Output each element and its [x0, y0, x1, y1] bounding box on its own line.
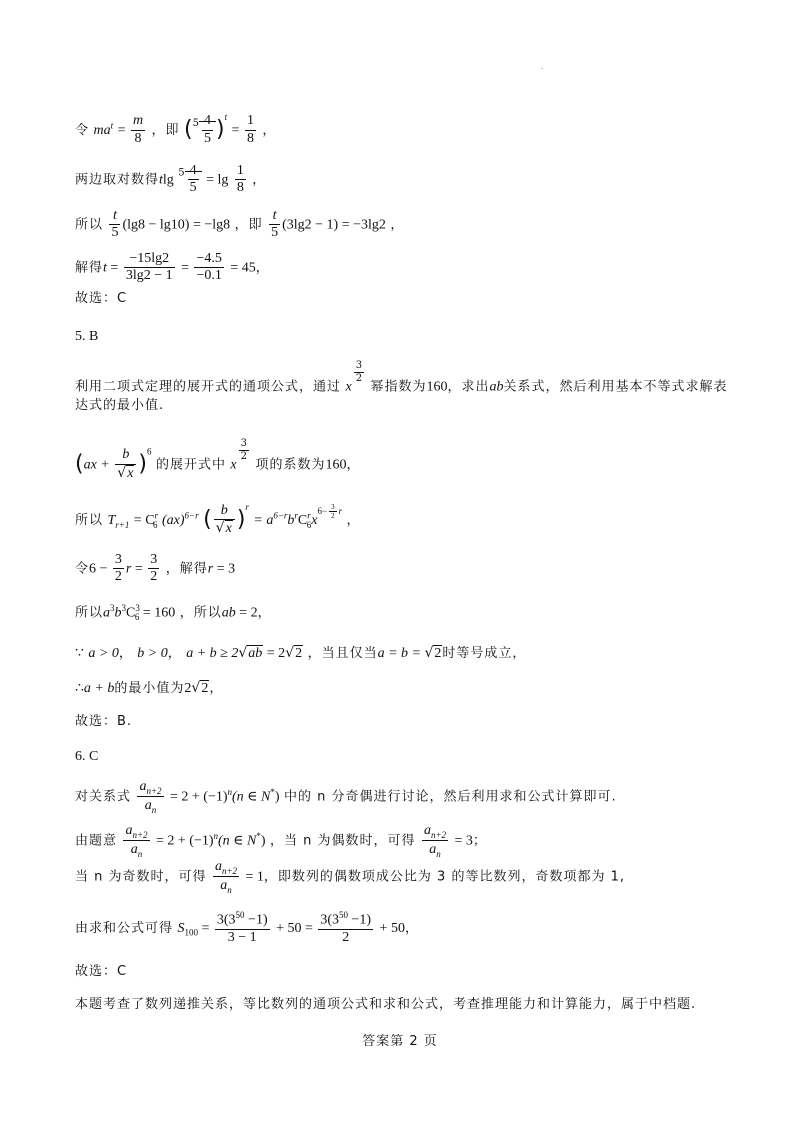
solution-line-12 — [75, 603, 272, 623]
numerator: 1 — [235, 163, 246, 180]
math-expr: a > 0 — [88, 646, 119, 661]
math-sub: n+2 — [146, 785, 162, 796]
fraction — [131, 113, 145, 146]
numerator — [137, 778, 163, 797]
math-op: = — [106, 260, 122, 276]
exp-var: r — [338, 506, 343, 516]
math-sup: * — [270, 786, 275, 797]
math-sup: 6−r — [273, 510, 288, 521]
math-expr: (3lg2 − 1) = −3lg2 — [282, 217, 386, 233]
fraction — [214, 503, 235, 537]
math-sub: n+2 — [430, 829, 447, 840]
math-expr: = 160 — [139, 605, 176, 621]
solution-line-3 — [75, 208, 404, 241]
text: ，所以 — [179, 605, 222, 621]
paren: ( — [203, 506, 212, 532]
text: 的最小值为 — [114, 681, 185, 696]
math-func: lg — [162, 172, 174, 188]
math-sup: n — [227, 786, 233, 797]
math-sup: r — [245, 502, 249, 512]
denominator: 3lg2 − 1 — [125, 268, 173, 284]
summary-line: 本题考查了数列递推关系，等比数列的通项公式和求和公式，考查推理能力和计算能力，属于中档题. — [75, 997, 697, 1012]
math-var: b — [287, 513, 295, 528]
math-sup: r — [154, 510, 159, 521]
math-expr: (lg8 − lg10) = −lg8 — [122, 217, 231, 233]
radical: √2 — [191, 680, 209, 696]
math-sub: 6 — [134, 612, 140, 623]
question-number: 5. B — [75, 329, 99, 344]
therefore-symbol: ∴ — [75, 681, 84, 696]
text: 所以 — [75, 217, 104, 233]
text: 利用二项式定理的展开式的通项公式，通过 — [75, 379, 342, 395]
paren: ) — [138, 451, 147, 477]
math-sup: 50 — [235, 910, 245, 920]
radical: √ab — [238, 645, 263, 661]
math-var: a — [220, 878, 228, 894]
denominator: 3 − 1 — [227, 929, 257, 945]
math-var: S — [177, 920, 185, 936]
solution-line-18 — [75, 822, 487, 859]
solution-line-10 — [75, 502, 361, 537]
math-var: x — [345, 379, 352, 395]
fraction — [245, 113, 256, 146]
math-op: = — [231, 123, 243, 138]
math-sub: n+2 — [221, 865, 238, 876]
math-expr: (n ∈ N — [232, 789, 271, 805]
math-var: a — [125, 823, 133, 838]
corner-mark: . — [541, 64, 543, 71]
fraction — [148, 552, 159, 585]
math-expr: ) — [274, 789, 280, 805]
denominator: −0.1 — [196, 268, 222, 284]
fraction-exponent — [354, 360, 364, 384]
fraction — [194, 251, 223, 284]
numerator: t — [109, 208, 120, 225]
fraction-exponent — [329, 503, 337, 520]
text: 关系式，然后利用基本不等式求解表 — [503, 379, 728, 395]
text: 当 n 为奇数时，可得 — [75, 869, 207, 885]
math-sup: 3 — [110, 603, 115, 613]
text: ， — [257, 605, 272, 621]
text: ，解得 — [165, 561, 208, 577]
math-op: = lg — [206, 172, 229, 188]
math-expr: = 3 — [213, 561, 236, 577]
math-sub: 100 — [184, 927, 198, 938]
numerator — [123, 822, 149, 841]
fraction — [318, 910, 373, 946]
numerator: b — [115, 447, 136, 464]
denominator: 8 — [236, 180, 244, 196]
math-expr: = 2 — [263, 646, 286, 661]
denominator: 5 — [203, 130, 211, 146]
solution-line-17 — [75, 778, 617, 815]
paren: ( — [184, 116, 193, 142]
solution-line-9 — [75, 438, 361, 482]
numerator: 3 — [113, 552, 124, 569]
radicand: 2 — [295, 646, 303, 661]
text: ，即 — [234, 217, 263, 233]
math-sub: n — [227, 884, 232, 895]
number: 160 — [426, 379, 448, 395]
fraction — [269, 208, 280, 241]
denominator — [123, 841, 149, 859]
text: 时等号成立， — [442, 646, 527, 661]
math-sub: n+2 — [132, 829, 148, 840]
numerator: m — [131, 113, 145, 130]
solution-line-13 — [75, 645, 526, 663]
solution-line-2: 两边取对数得tlg $^5$ $\frac{4}{5}$ = lg $\frac{1}{8}$ ， — [75, 163, 267, 196]
math-var: t — [103, 260, 107, 276]
math-expr: = 45 — [230, 260, 256, 276]
number: 160 — [325, 457, 347, 473]
denominator: 5 — [111, 225, 119, 241]
numerator — [213, 858, 239, 877]
math-var: r — [207, 561, 214, 577]
text: 所以 — [75, 513, 104, 528]
text: ， — [390, 217, 405, 233]
math-expr: = 1 — [245, 869, 264, 885]
answer-line: 故选：B. — [75, 714, 133, 729]
text: 令 — [75, 123, 90, 138]
numerator: 4 — [202, 113, 213, 130]
because-symbol: ∵ — [75, 646, 84, 661]
denominator — [422, 841, 448, 859]
numerator — [318, 910, 373, 930]
text-line: 达式的最小值. — [75, 398, 165, 413]
radical: √2 — [424, 645, 442, 661]
solution-line-19 — [75, 858, 625, 895]
fraction — [109, 208, 120, 241]
math-sup: 3 — [135, 603, 140, 613]
math-sup: r — [307, 510, 311, 521]
text: 对关系式 — [75, 789, 132, 805]
radicand: x — [127, 465, 134, 481]
math-expr: ) — [260, 833, 266, 849]
numerator: 3 — [331, 503, 335, 512]
math-sup: * — [256, 830, 261, 841]
text: ， — [346, 457, 361, 473]
text: 两边取对数得 — [75, 172, 160, 188]
math-sup: 50 — [339, 910, 349, 920]
denominator: 2 — [342, 929, 350, 945]
num-part: 3(3 — [320, 912, 340, 928]
num-part: −1) — [348, 912, 372, 928]
numerator: 3 — [148, 552, 159, 569]
solution-line-14 — [75, 680, 223, 698]
math-var: a — [214, 859, 222, 874]
exp-part: 6− — [317, 506, 328, 516]
solution-line-7 — [75, 360, 728, 396]
numerator — [422, 822, 448, 841]
math-var: a — [144, 798, 152, 814]
fraction — [215, 910, 270, 946]
math-exp: 6 — [147, 446, 152, 457]
math-var: x — [230, 457, 237, 473]
text: 的展开式中 — [155, 457, 226, 473]
math-var: a — [429, 842, 437, 858]
math-expr: = 2 + (−1) — [156, 833, 214, 849]
fraction — [202, 113, 213, 146]
text: ， — [255, 260, 270, 276]
text: ， — [118, 646, 133, 661]
math-var: r — [125, 561, 132, 577]
math-var: a — [103, 605, 111, 621]
radicand: 2 — [201, 681, 209, 696]
numerator: b — [214, 503, 235, 520]
math-op: = — [197, 920, 213, 936]
denominator: 2 — [355, 372, 363, 384]
numerator: t — [269, 208, 280, 225]
radical: √2 — [285, 645, 303, 661]
fraction — [113, 552, 124, 585]
math-var: ab — [221, 605, 236, 621]
math-expr: = 2 + (−1) — [170, 789, 228, 805]
math-sup — [317, 503, 343, 521]
text: ，当且仅当 — [307, 646, 378, 661]
math-expr: a + b ≥ 2 — [186, 646, 239, 661]
text: ，即数列的偶数项成公比为 3 的等比数列，奇数项都为 1, — [263, 869, 625, 885]
text: 由求和公式可得 — [75, 920, 174, 936]
math-expr: 2 — [184, 681, 192, 696]
math-expr: a = b = — [377, 646, 425, 661]
math-sup: r — [294, 510, 298, 521]
num-part: −1) — [244, 912, 268, 928]
radical — [185, 163, 202, 196]
math-sub: n — [436, 848, 441, 859]
math-exp: t — [224, 112, 228, 122]
math-var: C — [297, 513, 308, 528]
denominator: 2 — [331, 512, 335, 521]
solution-line-4 — [75, 251, 270, 284]
math-expr: 6 − — [89, 561, 111, 577]
numerator: −15lg2 — [124, 251, 175, 268]
math-sub: r+1 — [115, 519, 130, 530]
math-var: a — [139, 779, 147, 794]
answer-line: 故选：C — [75, 964, 128, 979]
math-sup: 6−r — [184, 510, 199, 521]
paren: ) — [215, 116, 225, 142]
math-op: = C — [133, 513, 155, 528]
numerator: 1 — [245, 113, 256, 130]
fraction — [422, 822, 448, 859]
denominator — [213, 877, 239, 895]
math-expr: a + b — [83, 681, 115, 696]
numerator: −4.5 — [194, 251, 223, 268]
fraction — [235, 163, 246, 196]
math-var: a — [423, 823, 431, 838]
solution-line-20 — [75, 910, 419, 946]
fraction — [137, 778, 163, 815]
math-var: t — [159, 172, 163, 188]
math-sup: n — [213, 830, 219, 841]
fraction — [213, 858, 239, 895]
numerator: 3 — [355, 360, 363, 371]
text: 幂指数为 — [370, 379, 427, 395]
denominator: 5 — [189, 180, 197, 196]
radical — [199, 113, 216, 146]
math-op: = — [131, 561, 147, 577]
denominator — [137, 797, 163, 815]
math-var: C — [126, 605, 136, 621]
denominator: 8 — [246, 130, 254, 146]
math-sup: 3 — [121, 603, 127, 613]
denominator: 8 — [134, 130, 142, 146]
fraction-exponent — [239, 438, 249, 462]
math-var: T — [107, 513, 116, 528]
math-var: ab — [489, 379, 504, 395]
text: ， — [209, 681, 224, 696]
math-expr: (n ∈ N — [218, 833, 257, 849]
numerator: 4 — [188, 163, 199, 180]
denominator: 2 — [114, 569, 122, 585]
num-part: 3(3 — [216, 912, 236, 928]
math-sub: n — [137, 848, 143, 859]
text: 项的系数为 — [255, 457, 326, 473]
text: ； — [472, 833, 487, 849]
denominator: 2 — [240, 450, 248, 462]
text: ， — [404, 920, 419, 936]
math-expr: ax + — [83, 457, 114, 473]
solution-line-11 — [75, 552, 235, 585]
denominator: √x — [117, 464, 134, 481]
math-exp: t — [110, 120, 114, 131]
answer-line: 故选：C — [75, 291, 128, 306]
math-sub: 6 — [153, 519, 158, 530]
math-var: b — [114, 605, 122, 621]
math-var: ma — [93, 123, 111, 138]
text: ，即 — [151, 123, 180, 138]
math-op: = — [181, 260, 193, 276]
math-expr: + 50 = — [276, 920, 317, 936]
text: ， — [346, 513, 361, 528]
radicand: ab — [248, 646, 263, 661]
radicand: 2 — [434, 646, 442, 661]
math-var: x — [311, 513, 318, 528]
text: ， — [252, 172, 267, 188]
text: 由题意 — [75, 833, 118, 849]
math-expr: (ax) — [162, 513, 185, 528]
math-expr: + 50 — [379, 920, 405, 936]
text: 令 — [75, 561, 90, 577]
paren: ) — [236, 506, 246, 532]
fraction — [123, 822, 149, 859]
fraction — [124, 251, 175, 284]
page-footer: 答案第 2 页 — [362, 1034, 438, 1049]
solution-line-1: 令 $ma^t$ = $\frac{m}{8}$ ，即 ($^5$ $\frac{4}{5}$ )$^t$ = $\frac{1}{8}$ ， — [75, 112, 277, 146]
text: ， — [167, 646, 182, 661]
math-op: = — [117, 123, 129, 138]
radicand: x — [225, 521, 232, 536]
math-expr: = a — [253, 513, 274, 528]
text: 中的 n 分奇偶进行讨论，然后利用求和公式计算即可. — [284, 789, 617, 805]
text: ，求出 — [447, 379, 490, 395]
question-number: 6. C — [75, 749, 99, 764]
numerator — [215, 910, 270, 930]
math-sub: 6 — [306, 519, 312, 530]
math-expr: = 2 — [235, 605, 258, 621]
math-sub: n — [151, 804, 157, 815]
fraction — [188, 163, 199, 196]
denominator: 2 — [150, 569, 158, 585]
math-expr: = 3 — [454, 833, 473, 849]
numerator: 3 — [240, 438, 248, 449]
math-var: a — [130, 842, 138, 858]
paren: ( — [75, 451, 84, 477]
denominator: √x — [215, 520, 232, 536]
fraction — [115, 447, 136, 481]
text: 所以 — [75, 605, 104, 621]
denominator: 5 — [271, 225, 279, 241]
text: ， — [262, 123, 277, 138]
text: ，当 n 为偶数时，可得 — [270, 833, 416, 849]
text: 解得 — [75, 260, 104, 276]
math-expr: b > 0 — [137, 646, 168, 661]
